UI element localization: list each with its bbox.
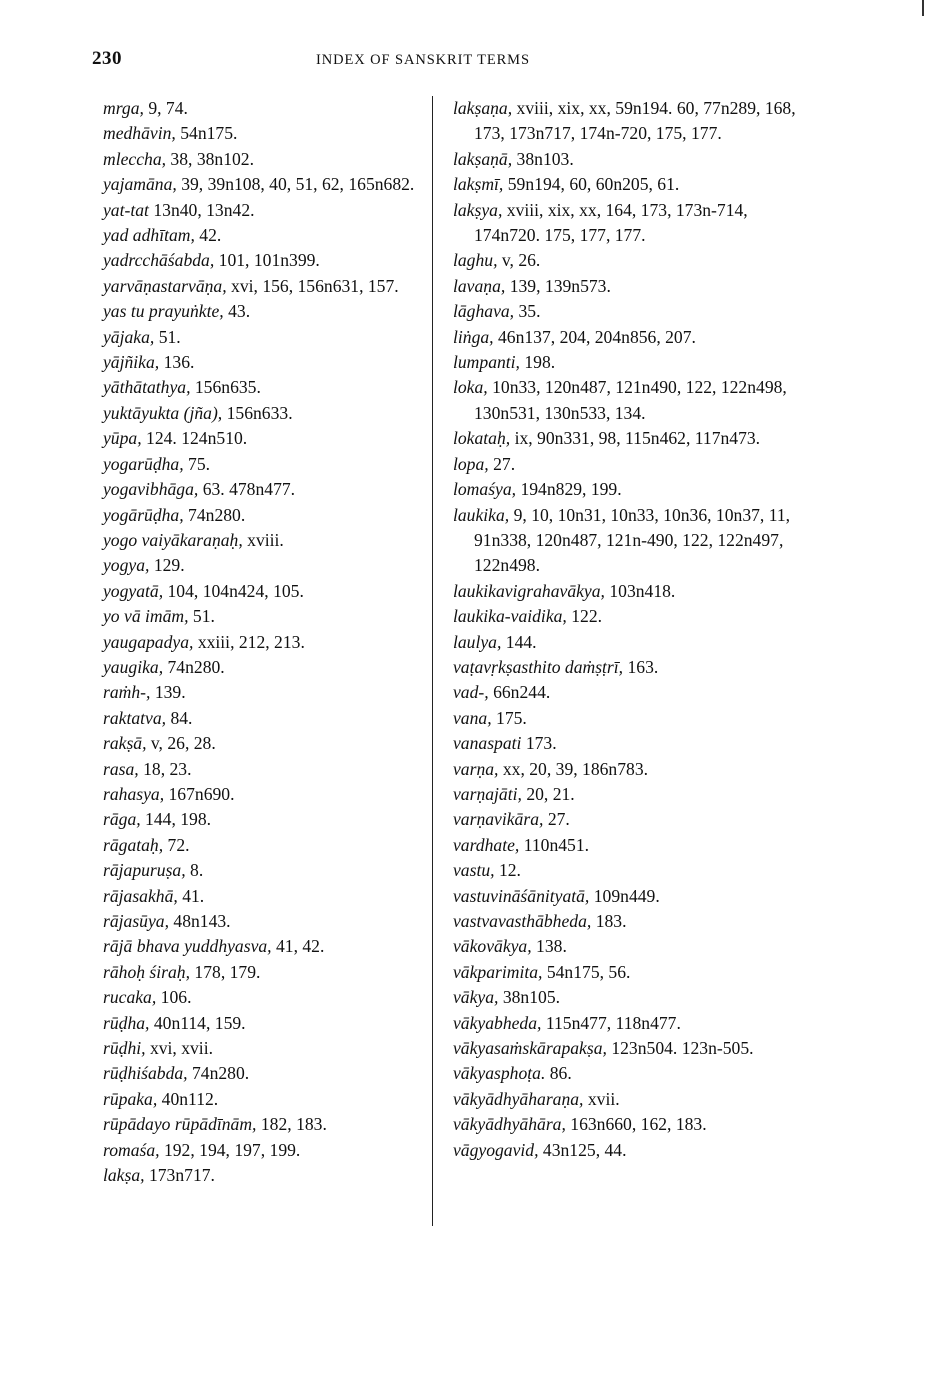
index-references: 104, 104n424, 105.: [167, 580, 304, 601]
index-term: yajamāna,: [103, 174, 177, 195]
index-entry: [103, 350, 421, 375]
index-references: 75.: [188, 453, 211, 474]
index-entry: [103, 147, 421, 172]
index-references: 74n280.: [191, 1063, 250, 1084]
index-entry: [103, 985, 421, 1010]
index-references: 101, 101n399.: [218, 250, 320, 271]
index-term: rūḍha,: [103, 1012, 150, 1033]
index-references: 163n660, 162, 183.: [570, 1114, 707, 1135]
index-references: 123n504. 123n-505.: [611, 1038, 754, 1059]
index-references: 48n143.: [173, 911, 231, 931]
index-entry: [103, 223, 421, 248]
index-term: vastuvināśānityatā,: [453, 885, 590, 906]
index-references: 54n175, 56.: [546, 961, 631, 982]
index-term: yaugika,: [103, 656, 164, 677]
index-references: 46n137, 204, 204n856, 207.: [497, 326, 696, 347]
index-entry: [453, 96, 798, 147]
index-term: raktatva,: [103, 707, 167, 728]
index-entry: [103, 1163, 421, 1188]
index-column-left: [103, 96, 421, 1188]
index-term: varṇa,: [453, 758, 499, 779]
index-references: 139, 139n573.: [509, 275, 611, 296]
index-references: xvi, xvii.: [149, 1038, 213, 1059]
index-term: raṁh-,: [103, 682, 151, 703]
index-term: rājapuruṣa,: [103, 860, 186, 881]
index-term: rakṣā,: [103, 733, 147, 754]
index-term: liṅga,: [453, 326, 494, 347]
index-references: v, 26, 28.: [150, 733, 216, 754]
index-references: 192, 194, 197, 199.: [163, 1139, 301, 1160]
index-references: 198.: [524, 352, 556, 373]
index-term: rūḍhiśabda,: [103, 1063, 188, 1084]
index-term: yaugapadya,: [103, 631, 194, 652]
index-references: 66n244.: [493, 682, 551, 703]
index-references: xviii.: [247, 529, 284, 550]
index-term: lokataḥ,: [453, 428, 511, 449]
index-references: 40n114, 159.: [153, 1012, 246, 1033]
index-entry: [103, 401, 421, 426]
index-references: 122.: [571, 606, 603, 627]
index-references: 42.: [199, 225, 222, 246]
index-entry: [453, 375, 798, 426]
index-entry: [453, 985, 798, 1010]
index-column-right: [453, 96, 798, 1163]
index-entry: [453, 757, 798, 782]
index-term: rāhoḥ śiraḥ,: [103, 961, 191, 982]
index-entry: [453, 833, 798, 858]
index-entry: [103, 655, 421, 680]
index-term: vanaspati: [453, 733, 522, 754]
index-entry: [453, 579, 798, 604]
index-term: vāgyogavid,: [453, 1139, 539, 1160]
index-entry: [103, 1061, 421, 1086]
index-term: vākyabheda,: [453, 1012, 542, 1033]
index-references: 38, 38n102.: [170, 148, 254, 169]
index-term: vākyādhyāhāra,: [453, 1114, 566, 1135]
index-references: 38n105.: [502, 987, 561, 1008]
index-term: rūpaka,: [103, 1088, 158, 1109]
index-entry: [453, 884, 798, 909]
index-term: yas tu prayuṅkte,: [103, 301, 224, 322]
index-term: yogarūḍha,: [103, 453, 184, 474]
index-entry: [453, 782, 798, 807]
index-term: vastvavasthābheda,: [453, 911, 592, 931]
index-entry: [453, 630, 798, 655]
index-term: varṇajāti,: [453, 783, 522, 804]
index-references: 194n829, 199.: [520, 479, 622, 500]
index-entry: [103, 477, 421, 502]
index-entry: [453, 1138, 798, 1163]
index-references: xxiii, 212, 213.: [197, 631, 305, 652]
index-term: yo vā imām,: [103, 606, 189, 627]
index-entry: [453, 503, 798, 579]
index-entry: [103, 884, 421, 909]
index-references: 43.: [228, 301, 251, 322]
index-references: 86.: [549, 1063, 572, 1084]
index-term: vākya,: [453, 987, 499, 1008]
index-entry: [453, 1011, 798, 1036]
index-references: 167n690.: [168, 783, 235, 804]
index-term: rāga,: [103, 809, 141, 830]
index-term: yājñika,: [103, 352, 160, 373]
index-references: 74n280.: [188, 504, 246, 525]
index-entry: [453, 1112, 798, 1137]
index-term: laukikavigrahavākya,: [453, 580, 605, 601]
scan-edge-mark: [922, 0, 924, 16]
index-references: 109n449.: [593, 885, 660, 906]
index-term: yājaka,: [103, 326, 155, 347]
index-references: 35.: [518, 301, 541, 322]
index-entry: [103, 375, 421, 400]
column-divider: [432, 96, 433, 1226]
index-term: rājasakhā,: [103, 885, 178, 906]
index-term: yāthātathya,: [103, 377, 191, 398]
index-references: xx, 20, 39, 186n783.: [502, 758, 649, 779]
running-title: INDEX OF SANSKRIT TERMS: [316, 52, 530, 68]
index-entry: [103, 706, 421, 731]
index-entry: [103, 452, 421, 477]
index-references: 173n717.: [148, 1165, 215, 1186]
index-entry: [103, 604, 421, 629]
index-entry: [453, 350, 798, 375]
index-entry: [453, 1036, 798, 1061]
index-entry: [103, 1112, 421, 1137]
index-term: vardhate,: [453, 834, 520, 855]
index-entry: [453, 731, 798, 756]
index-entry: [103, 782, 421, 807]
index-term: vākparimita,: [453, 961, 543, 982]
index-term: yogya,: [103, 555, 150, 576]
index-entry: [453, 248, 798, 273]
index-entry: [103, 757, 421, 782]
index-references: 144.: [505, 631, 537, 652]
index-entry: [453, 299, 798, 324]
index-references: 41.: [182, 885, 205, 906]
index-references: 27.: [547, 809, 570, 830]
index-entry: [103, 248, 421, 273]
index-term: lakṣaṇa,: [453, 98, 513, 118]
index-term: lāghava,: [453, 301, 515, 322]
index-references: 74n280.: [167, 656, 225, 677]
index-references: 38n103.: [516, 148, 574, 169]
index-entry: [453, 172, 798, 197]
index-term: lakṣya,: [453, 199, 503, 220]
index-references: 54n175.: [180, 123, 238, 144]
index-term: rūḍhi,: [103, 1038, 146, 1059]
index-term: lakṣa,: [103, 1165, 145, 1186]
index-term: vākyasphoṭa.: [453, 1063, 546, 1084]
index-term: yogavibhāga,: [103, 479, 199, 500]
index-entry: [103, 198, 421, 223]
index-references: v, 26.: [501, 250, 541, 271]
index-term: rucaka,: [103, 987, 157, 1008]
index-entry: [103, 833, 421, 858]
index-references: 13n40, 13n42.: [153, 199, 255, 220]
index-references: 43n125, 44.: [542, 1139, 627, 1160]
index-entry: [453, 960, 798, 985]
index-references: xviii, xix, xx, 164, 173, 173n-714, 174n720. 175, 177, 177.: [474, 199, 748, 246]
index-entry: [453, 807, 798, 832]
index-entry: [453, 452, 798, 477]
index-entry: [103, 579, 421, 604]
index-references: 156n635.: [194, 377, 261, 398]
index-entry: [103, 1036, 421, 1061]
index-entry: [453, 325, 798, 350]
index-references: 144, 198.: [145, 809, 212, 830]
index-entry: [103, 909, 421, 934]
index-references: 8.: [190, 860, 204, 881]
index-entry: [103, 680, 421, 705]
index-term: yuktāyukta (jña),: [103, 402, 223, 423]
index-term: rājasūya,: [103, 911, 169, 931]
index-term: yogo vaiyākaraṇaḥ,: [103, 529, 243, 550]
index-references: 138.: [536, 936, 567, 957]
index-entry: [103, 1087, 421, 1112]
index-entry: [103, 96, 421, 121]
index-references: 72.: [167, 834, 190, 855]
index-term: medhāvin,: [103, 123, 176, 144]
index-references: 27.: [493, 453, 516, 474]
index-references: 9, 10, 10n31, 10n33, 10n36, 10n37, 11, 91n338, 120n487, 121n-490, 122, 122n497, 122n498.: [474, 504, 791, 576]
index-term: laukika-vaidika,: [453, 606, 567, 627]
index-entry: [103, 299, 421, 324]
index-term: rūpādayo rūpādīnām,: [103, 1114, 257, 1135]
index-entry: [453, 477, 798, 502]
index-term: yat-tat: [103, 199, 149, 220]
index-entry: [453, 909, 798, 934]
index-term: vākovākya,: [453, 936, 532, 957]
index-references: 39, 39n108, 40, 51, 62, 165n682.: [181, 174, 415, 195]
index-term: yadrcchāśabda,: [103, 250, 215, 271]
page-number: 230: [92, 48, 122, 69]
index-references: xvi, 156, 156n631, 157.: [231, 275, 399, 296]
index-entry: [103, 934, 421, 959]
index-entry: [103, 325, 421, 350]
index-references: 110n451.: [523, 834, 590, 855]
index-references: 103n418.: [609, 580, 676, 601]
index-term: yogyatā,: [103, 580, 164, 601]
index-references: xvii.: [587, 1088, 620, 1109]
index-references: 51.: [192, 606, 215, 627]
index-entry: [103, 807, 421, 832]
index-term: vākyādhyāharaṇa,: [453, 1088, 584, 1109]
index-term: lavaṇa,: [453, 275, 506, 296]
index-term: laulya,: [453, 631, 502, 652]
index-entry: [453, 274, 798, 299]
index-term: mrga,: [103, 98, 144, 118]
index-references: 156n633.: [226, 402, 293, 423]
index-entry: [453, 147, 798, 172]
index-references: 59n194, 60, 60n205, 61.: [507, 174, 680, 195]
index-term: vastu,: [453, 860, 495, 881]
index-entry: [103, 121, 421, 146]
index-references: 51.: [158, 326, 181, 347]
index-references: 84.: [170, 707, 193, 728]
index-entry: [453, 604, 798, 629]
index-term: vākyasaṁskārapakṣa,: [453, 1038, 607, 1059]
index-term: yad adhītam,: [103, 225, 195, 246]
index-term: yarvāṇastarvāṇa,: [103, 275, 227, 296]
index-term: lopa,: [453, 453, 489, 474]
index-references: 115n477, 118n477.: [545, 1012, 681, 1033]
index-term: lakṣaṇā,: [453, 148, 513, 169]
index-references: 175.: [496, 707, 527, 728]
index-entry: [103, 858, 421, 883]
index-entry: [453, 858, 798, 883]
index-term: lumpanti,: [453, 352, 520, 373]
index-term: yogārūḍha,: [103, 504, 184, 525]
index-entry: [103, 960, 421, 985]
index-entry: [453, 655, 798, 680]
index-term: laukika,: [453, 504, 510, 525]
index-references: 20, 21.: [526, 783, 575, 804]
index-term: vaṭavṛkṣasthito daṁṣṭrī,: [453, 656, 624, 677]
index-references: 129.: [153, 555, 185, 576]
index-entry: [103, 1011, 421, 1036]
index-term: rāgataḥ,: [103, 834, 164, 855]
index-references: 106.: [160, 987, 192, 1008]
index-entry: [103, 1138, 421, 1163]
index-term: lomaśya,: [453, 479, 517, 500]
index-entry: [453, 680, 798, 705]
index-entry: [103, 528, 421, 553]
index-term: mleccha,: [103, 148, 167, 169]
index-entry: [103, 503, 421, 528]
index-references: 41, 42.: [275, 936, 325, 957]
index-entry: [453, 934, 798, 959]
index-references: 63. 478n477.: [202, 479, 296, 500]
index-term: rahasya,: [103, 783, 165, 804]
index-references: 136.: [163, 352, 195, 373]
index-term: loka,: [453, 377, 488, 398]
index-entry: [103, 426, 421, 451]
index-references: 9, 74.: [148, 98, 188, 118]
index-references: 124. 124n510.: [146, 428, 248, 449]
index-entry: [103, 274, 421, 299]
index-term: varṇavikāra,: [453, 809, 544, 830]
index-term: vad-,: [453, 682, 489, 703]
index-references: 182, 183.: [260, 1114, 327, 1135]
index-term: lakṣmī,: [453, 174, 504, 195]
index-term: vana,: [453, 707, 492, 728]
index-entry: [453, 426, 798, 451]
index-term: yūpa,: [103, 428, 142, 449]
index-references: 40n112.: [161, 1088, 219, 1109]
index-references: 10n33, 120n487, 121n490, 122, 122n498, 130n531, 130n533, 134.: [474, 377, 787, 423]
index-entry: [453, 1061, 798, 1086]
index-entry: [453, 198, 798, 249]
index-references: 173.: [525, 733, 557, 754]
index-term: laghu,: [453, 250, 498, 271]
index-references: 12.: [498, 860, 521, 881]
index-references: 178, 179.: [194, 961, 261, 982]
index-entry: [453, 1087, 798, 1112]
index-entry: [103, 630, 421, 655]
index-term: rājā bhava yuddhyasva,: [103, 936, 272, 957]
index-references: 163.: [627, 656, 659, 677]
index-entry: [103, 731, 421, 756]
index-term: rasa,: [103, 758, 139, 779]
index-references: 139.: [154, 682, 186, 703]
index-entry: [453, 706, 798, 731]
index-references: xviii, xix, xx, 59n194. 60, 77n289, 168, 173, 173n717, 174n-720, 175, 177.: [474, 98, 796, 144]
index-references: 18, 23.: [143, 758, 192, 779]
index-references: ix, 90n331, 98, 115n462, 117n473.: [514, 428, 761, 449]
index-entry: [103, 172, 421, 197]
index-entry: [103, 553, 421, 578]
index-references: 183.: [595, 911, 627, 931]
index-term: romaśa,: [103, 1139, 160, 1160]
